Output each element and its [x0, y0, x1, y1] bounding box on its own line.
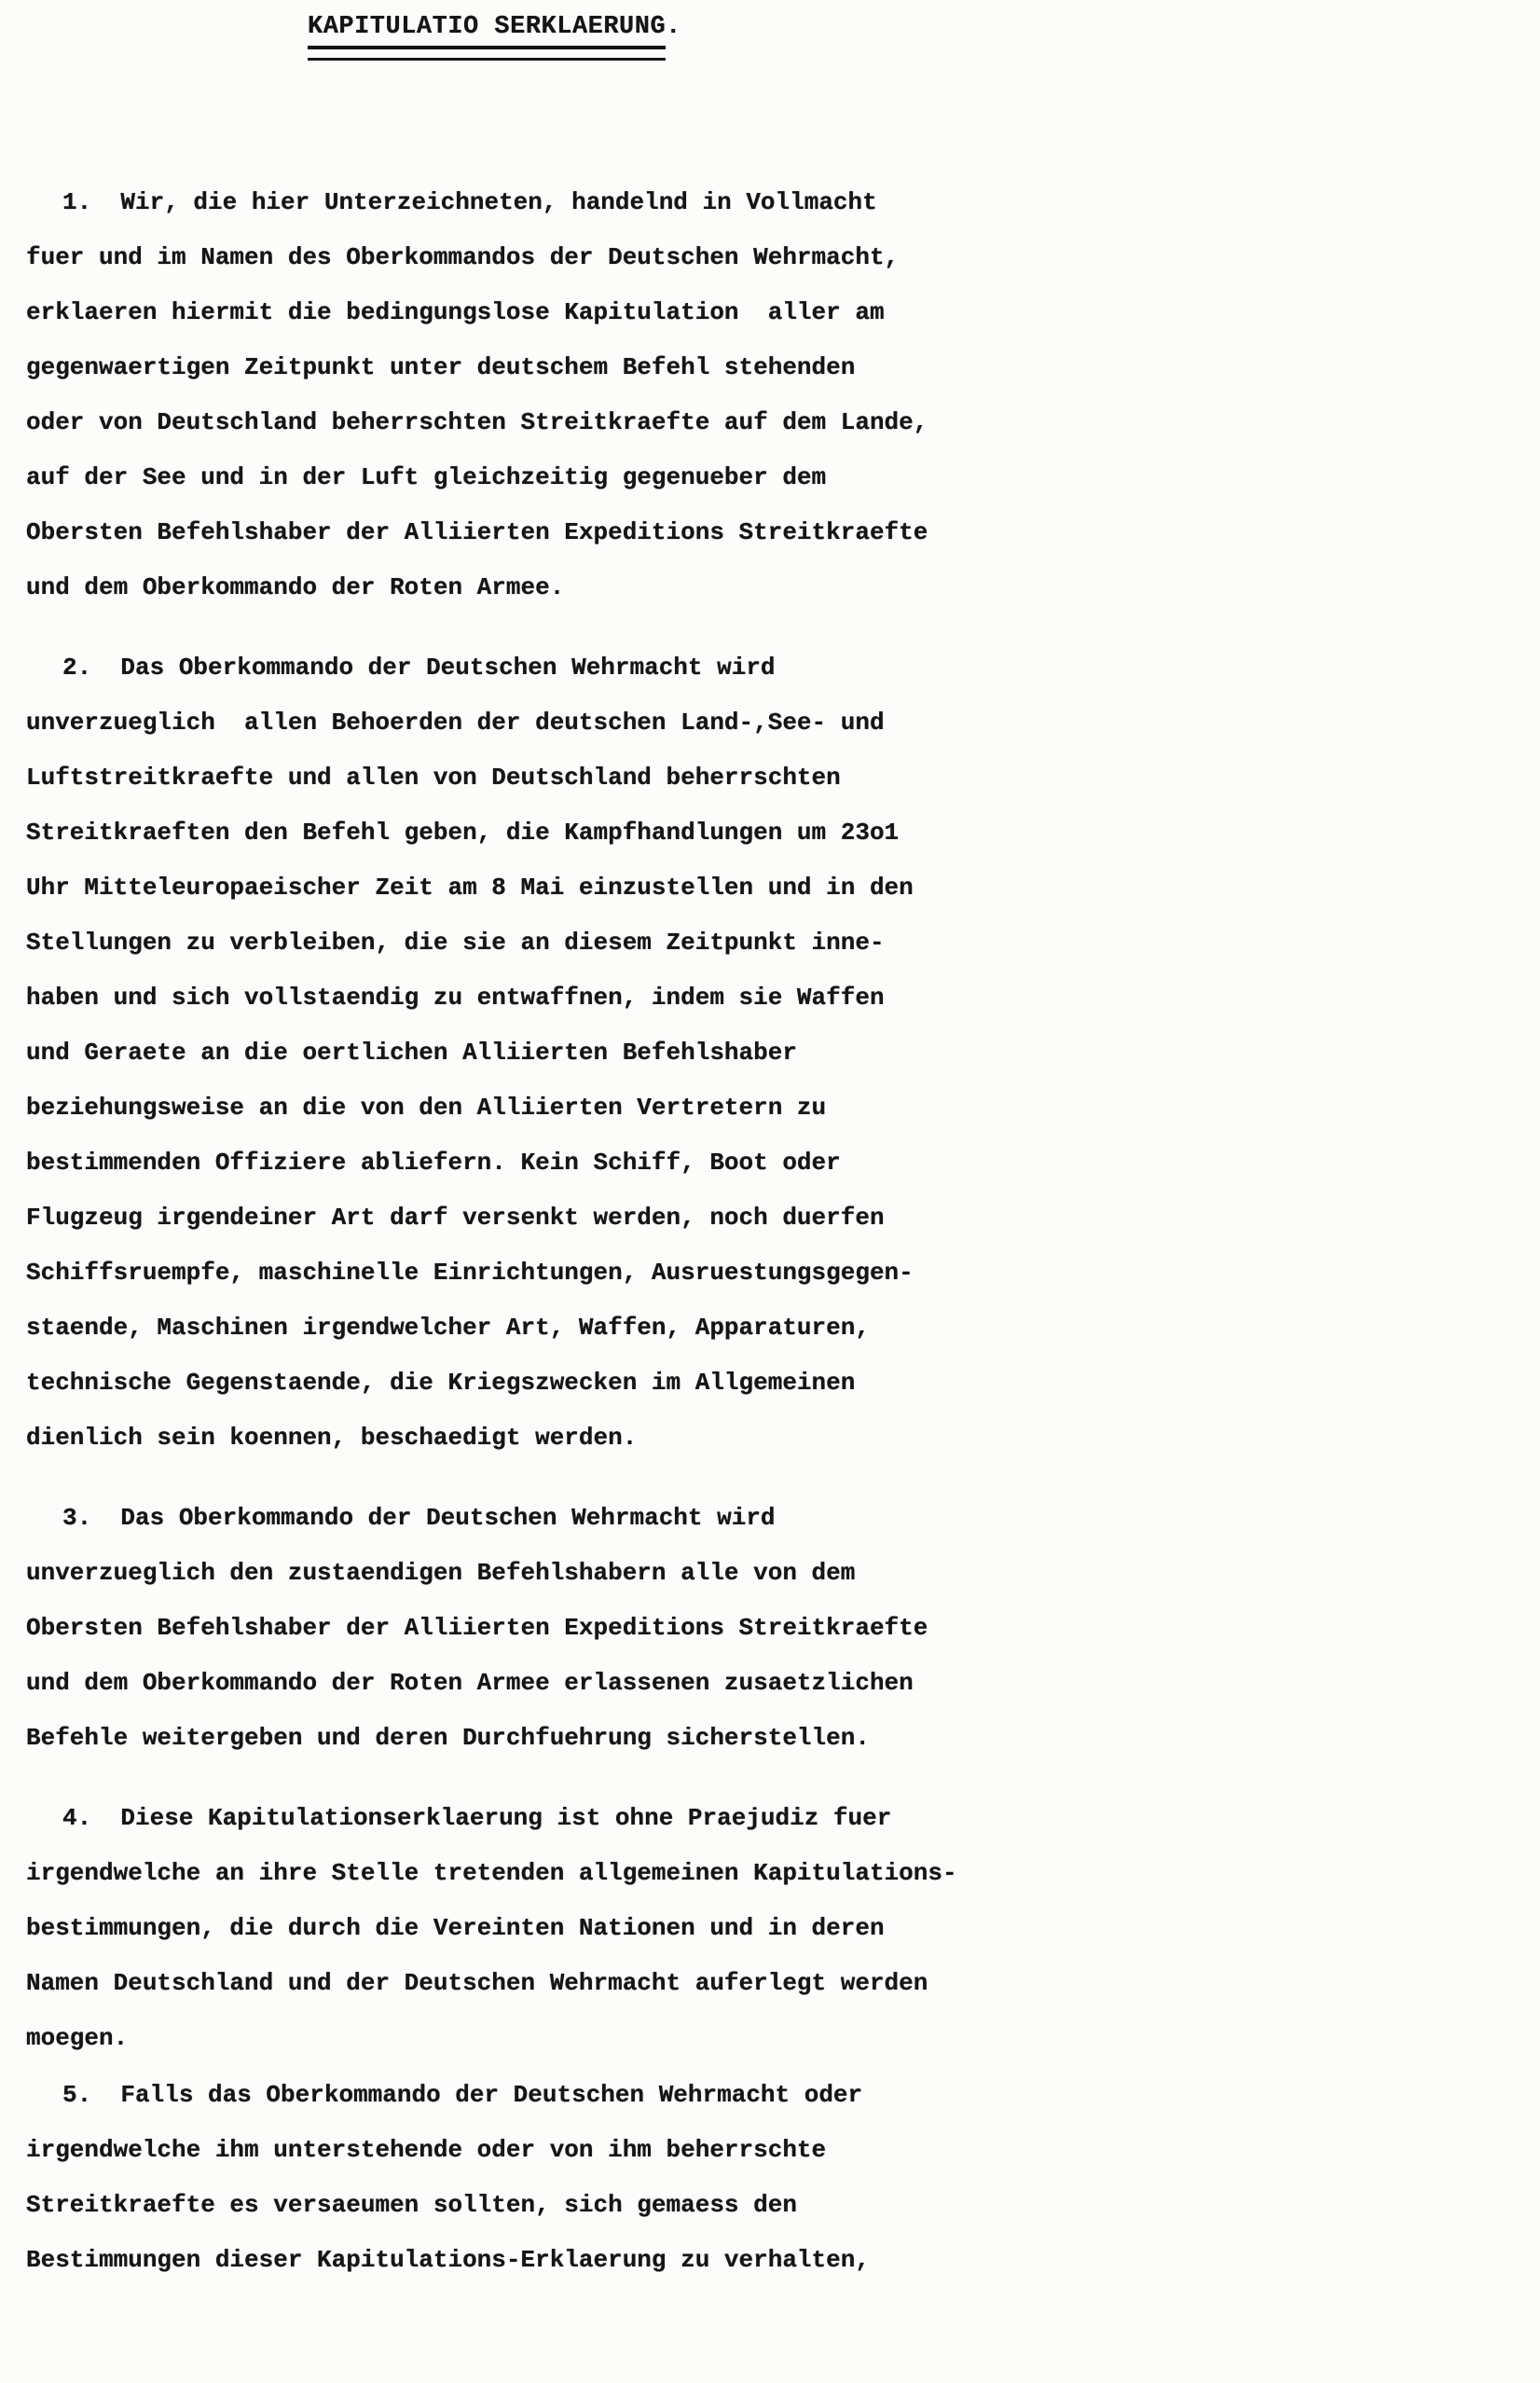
text-line: dienlich sein koennen, beschaedigt werden. — [26, 1424, 638, 1452]
text-line: oder von Deutschland beherrschten Streitkraefte auf dem Lande, — [26, 408, 928, 436]
text-line: bestimmungen, die durch die Vereinten Nationen und in deren — [26, 1914, 885, 1942]
text-line: fuer und im Namen des Oberkommandos der Deutschen Wehrmacht, — [26, 243, 900, 271]
text-line: Flugzeug irgendeiner Art darf versenkt werden, noch duerfen — [26, 1204, 885, 1232]
paragraph-2 — [26, 641, 1014, 1466]
text-line: unverzueglich allen Behoerden der deutschen Land-,See- und — [26, 709, 885, 737]
paragraph-5 — [26, 2068, 1014, 2288]
text-line: 1. Wir, die hier Unterzeichneten, handelnd in Vollmacht — [62, 188, 877, 216]
text-line: Schiffsruempfe, maschinelle Einrichtungen, Ausruestungsgegen- — [26, 1259, 914, 1287]
document-body — [26, 175, 1014, 2288]
text-line: moegen. — [26, 2024, 129, 2052]
text-line: irgendwelche ihm unterstehende oder von ihm beherrschte — [26, 2136, 827, 2164]
text-line: beziehungsweise an die von den Alliierten Vertretern zu — [26, 1094, 827, 1122]
text-line: technische Gegenstaende, die Kriegszwecken im Allgemeinen — [26, 1369, 856, 1397]
text-line: und Geraete an die oertlichen Alliierten Befehlshaber — [26, 1039, 797, 1067]
text-line: Streitkraefte es versaeumen sollten, sich gemaess den — [26, 2191, 797, 2219]
text-line: 2. Das Oberkommando der Deutschen Wehrmacht wird — [62, 654, 776, 682]
text-line: Streitkraeften den Befehl geben, die Kampfhandlungen um 23o1 — [26, 819, 900, 847]
text-line: Bestimmungen dieser Kapitulations-Erklaerung zu verhalten, — [26, 2246, 870, 2274]
paragraph-1 — [26, 175, 1014, 615]
text-line: haben und sich vollstaendig zu entwaffnen, indem sie Waffen — [26, 984, 885, 1012]
text-line: staende, Maschinen irgendwelcher Art, Waffen, Apparaturen, — [26, 1314, 870, 1342]
text-line: gegenwaertigen Zeitpunkt unter deutschem Befehl stehenden — [26, 353, 856, 381]
document-title: KAPITULATIO SERKLAERUNG. — [308, 13, 681, 41]
text-line: Stellungen zu verbleiben, die sie an diesem Zeitpunkt inne- — [26, 929, 885, 957]
text-line: Luftstreitkraefte und allen von Deutschland beherrschten — [26, 764, 841, 792]
text-line: bestimmenden Offiziere abliefern. Kein Schiff, Boot oder — [26, 1149, 841, 1177]
text-line: und dem Oberkommando der Roten Armee erlassenen zusaetzlichen — [26, 1669, 914, 1697]
text-line: 4. Diese Kapitulationserklaerung ist ohne Praejudiz fuer — [62, 1804, 892, 1832]
text-line: Obersten Befehlshaber der Alliierten Expeditions Streitkraefte — [26, 518, 928, 546]
text-line: Obersten Befehlshaber der Alliierten Expeditions Streitkraefte — [26, 1614, 928, 1642]
text-line: auf der See und in der Luft gleichzeitig gegenueber dem — [26, 463, 827, 491]
text-line: und dem Oberkommando der Roten Armee. — [26, 573, 565, 601]
text-line: unverzueglich den zustaendigen Befehlshabern alle von dem — [26, 1559, 856, 1587]
paragraph-4 — [26, 1791, 1014, 2066]
title-block — [308, 13, 681, 61]
text-line: 5. Falls das Oberkommando der Deutschen Wehrmacht oder — [62, 2081, 863, 2109]
text-line: irgendwelche an ihre Stelle tretenden allgemeinen Kapitulations- — [26, 1859, 957, 1887]
paragraph-3 — [26, 1491, 1014, 1766]
text-line: Befehle weitergeben und deren Durchfuehrung sicherstellen. — [26, 1724, 870, 1752]
title-underline — [308, 46, 666, 61]
text-line: Namen Deutschland und der Deutschen Wehrmacht auferlegt werden — [26, 1969, 928, 1997]
text-line: 3. Das Oberkommando der Deutschen Wehrmacht wird — [62, 1504, 776, 1532]
text-line: erklaeren hiermit die bedingungslose Kapitulation aller am — [26, 298, 885, 326]
text-line: Uhr Mitteleuropaeischer Zeit am 8 Mai einzustellen und in den — [26, 874, 914, 902]
